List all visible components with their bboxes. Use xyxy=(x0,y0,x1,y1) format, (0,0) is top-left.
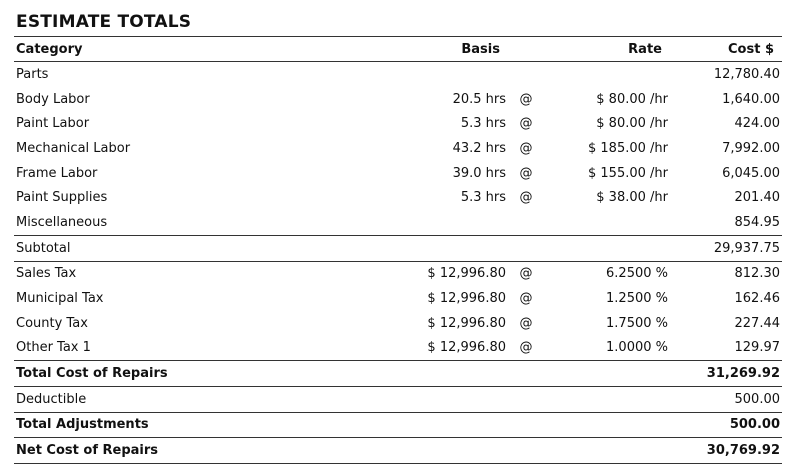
cell-at xyxy=(508,210,544,235)
table-row-parts xyxy=(14,62,782,87)
cell-rate: 1.7500 % xyxy=(606,315,668,331)
table-row-county-tax xyxy=(14,311,782,336)
cell-basis: 20.5 hrs xyxy=(452,91,506,107)
cell-basis xyxy=(384,62,508,87)
table-row-sales-tax xyxy=(14,261,782,286)
table-row-total-cost-of-repairs xyxy=(14,361,782,387)
cell-rate: $ 185.00 /hr xyxy=(588,140,668,156)
cell-basis: 5.3 hrs xyxy=(460,116,506,132)
table-row-frame-labor xyxy=(14,161,782,186)
cell-cost: 30,769.92 xyxy=(670,438,782,464)
cell-category: Sales Tax xyxy=(14,261,384,286)
cell-cost: 227.44 xyxy=(734,315,780,331)
table-header-row xyxy=(14,37,782,62)
cell-category: Frame Labor xyxy=(16,165,98,181)
cell-rate xyxy=(544,235,670,261)
cell-at: @ xyxy=(519,165,533,181)
cell-rate xyxy=(544,361,670,387)
cell-cost: 500.00 xyxy=(670,386,782,412)
cell-basis: $ 12,996.80 xyxy=(384,261,508,286)
cell-at: @ xyxy=(519,190,533,206)
cell-category: Paint Labor xyxy=(16,116,90,132)
cell-category: Other Tax 1 xyxy=(16,340,91,356)
cell-at: @ xyxy=(519,140,533,156)
cell-basis: 39.0 hrs xyxy=(452,165,506,181)
cell-category: Body Labor xyxy=(16,91,90,107)
cell-basis xyxy=(384,235,508,261)
cell-at: @ xyxy=(519,116,533,132)
cell-category: Total Adjustments xyxy=(14,412,384,438)
cell-at: @ xyxy=(519,315,533,331)
cell-cost: 854.95 xyxy=(734,214,780,230)
cell-basis xyxy=(384,361,508,387)
cell-cost: 812.30 xyxy=(670,261,782,286)
cell-rate: 6.2500 % xyxy=(544,261,670,286)
cell-at xyxy=(508,438,544,464)
cell-category: Mechanical Labor xyxy=(16,140,131,156)
cell-cost: 29,937.75 xyxy=(670,235,782,261)
page-title: ESTIMATE TOTALS xyxy=(16,12,192,32)
cell-at xyxy=(508,235,544,261)
cell-rate: $ 155.00 /hr xyxy=(588,165,668,181)
cell-cost: 12,780.40 xyxy=(713,66,780,82)
cell-at: @ xyxy=(508,261,544,286)
cell-rate xyxy=(544,386,670,412)
cell-at: @ xyxy=(519,291,533,307)
cell-cost: 7,992.00 xyxy=(722,140,780,156)
cell-cost: 500.00 xyxy=(670,412,782,438)
cell-cost: 129.97 xyxy=(734,340,780,356)
column-header-at xyxy=(508,37,544,62)
cell-cost: 1,640.00 xyxy=(722,91,780,107)
cell-at xyxy=(508,361,544,387)
cell-category: Subtotal xyxy=(14,235,384,261)
estimate-totals-table xyxy=(14,36,782,464)
table-row-other-tax-1 xyxy=(14,336,782,361)
cell-category: Parts xyxy=(16,66,49,82)
cell-at xyxy=(508,62,544,87)
cell-cost: 201.40 xyxy=(734,190,780,206)
cell-rate xyxy=(544,438,670,464)
cell-rate: $ 80.00 /hr xyxy=(596,91,668,107)
cell-cost: 162.46 xyxy=(734,291,780,307)
cell-category: Deductible xyxy=(14,386,384,412)
cell-category: Municipal Tax xyxy=(16,291,104,307)
cell-basis: 5.3 hrs xyxy=(460,190,506,206)
cell-category: Miscellaneous xyxy=(16,214,108,230)
table-row-paint-supplies xyxy=(14,185,782,210)
column-header-basis: Basis xyxy=(384,37,508,62)
column-header-rate: Rate xyxy=(544,37,670,62)
table-row-deductible xyxy=(14,386,782,412)
cell-basis xyxy=(384,386,508,412)
cell-basis: $ 12,996.80 xyxy=(427,315,506,331)
cell-rate: 1.2500 % xyxy=(606,291,668,307)
cell-rate xyxy=(544,412,670,438)
cell-cost: 31,269.92 xyxy=(670,361,782,387)
cell-at xyxy=(508,412,544,438)
table-row-net-cost-of-repairs xyxy=(14,438,782,464)
table-row-municipal-tax xyxy=(14,286,782,311)
cell-basis xyxy=(384,210,508,235)
table-row-total-adjustments xyxy=(14,412,782,438)
cell-cost: 6,045.00 xyxy=(722,165,780,181)
cell-at: @ xyxy=(519,91,533,107)
cell-category: Total Cost of Repairs xyxy=(14,361,384,387)
cell-basis xyxy=(384,438,508,464)
table-row-mechanical-labor xyxy=(14,136,782,161)
table-row-body-labor xyxy=(14,87,782,112)
column-header-category: Category xyxy=(14,37,384,62)
cell-rate xyxy=(544,210,670,235)
cell-rate: $ 80.00 /hr xyxy=(596,116,668,132)
cell-rate: 1.0000 % xyxy=(606,340,668,356)
column-header-cost: Cost $ xyxy=(670,37,782,62)
cell-at xyxy=(508,386,544,412)
cell-basis: 43.2 hrs xyxy=(452,140,506,156)
cell-rate xyxy=(544,62,670,87)
cell-cost: 424.00 xyxy=(734,116,780,132)
cell-rate: $ 38.00 /hr xyxy=(596,190,668,206)
cell-category: Paint Supplies xyxy=(16,190,108,206)
table-row-miscellaneous xyxy=(14,210,782,235)
table-row-paint-labor xyxy=(14,111,782,136)
cell-basis xyxy=(384,412,508,438)
cell-category: County Tax xyxy=(16,315,88,331)
cell-at: @ xyxy=(519,340,533,356)
table-row-subtotal xyxy=(14,235,782,261)
cell-category: Net Cost of Repairs xyxy=(14,438,384,464)
cell-basis: $ 12,996.80 xyxy=(427,291,506,307)
cell-basis: $ 12,996.80 xyxy=(427,340,506,356)
